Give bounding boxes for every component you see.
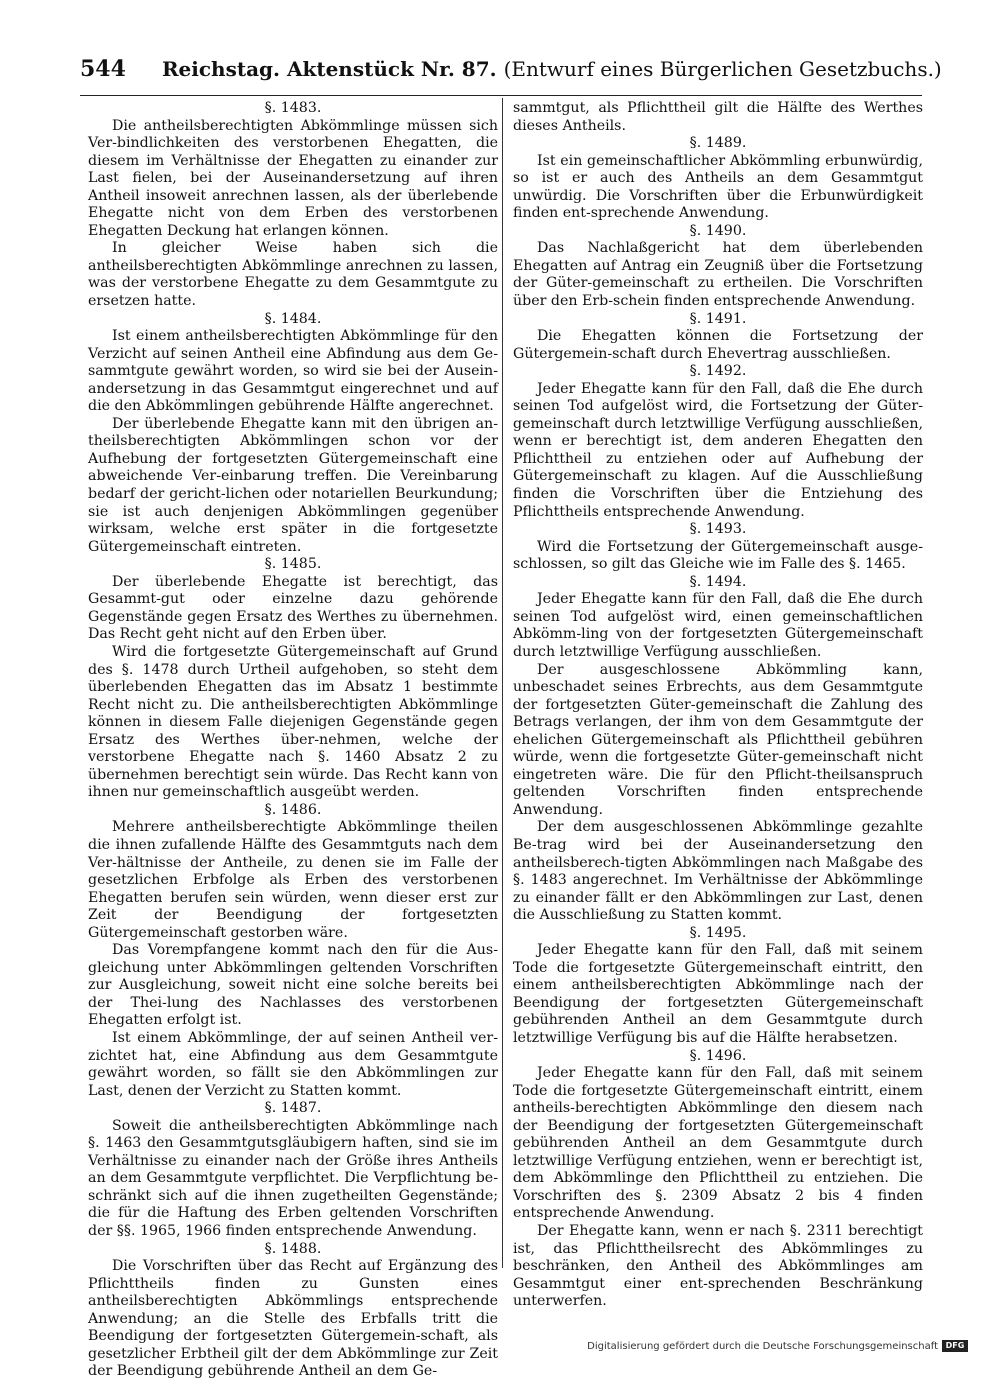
right-column: [513, 100, 923, 1311]
section-heading: §. 1496.: [689, 1047, 747, 1064]
section-heading: §. 1492.: [689, 363, 747, 380]
section-heading: §. 1490.: [689, 222, 747, 239]
left-column: [88, 100, 498, 1381]
section-paragraph: Jeder Ehegatte kann für den Fall, daß die Ehe durch seinen Tod aufgelöst wird, die Fortsetzung der Güter-gemeinschaft durch letztwillige Verfügung ausschließen, wenn er berechtigt ist, dem anderen Ehegatten den Pflichttheil zu entziehen oder auf Aufhebung der Gütergemeinschaft zu klagen. Auf die Ausschließung finden die Vorschriften über die Entziehung des Pflichttheils entsprechende Anwendung.: [513, 380, 923, 520]
document-title: [162, 57, 942, 81]
title-main: Reichstag. Aktenstück Nr. 87.: [161, 57, 497, 81]
section-paragraph: Jeder Ehegatte kann für den Fall, daß mit seinem Tode die fortgesetzte Gütergemeinschaft eintritt, einem antheils-berechtigten Abkömmlinge den diesem nach der Beendigung der fortgesetzten Gütergemeinschaft gebührenden Antheil an dem Gesammtgute durch letztwillige Verfügung entziehen, wenn er berechtigt ist, dem Abkömmlinge den Pflichttheil zu entziehen. Die Vorschriften des §. 2309 Absatz 2 bis 4 finden entsprechende Anwendung.: [513, 1065, 923, 1222]
section-paragraph: Die Ehegatten können die Fortsetzung der Gütergemein-schaft durch Ehevertrag ausschließen.: [513, 328, 923, 362]
dfg-logo: DFG: [942, 1340, 968, 1352]
header-rule: [80, 95, 922, 96]
section-paragraph: Der Ehegatte kann, wenn er nach §. 2311 berechtigt ist, das Pflichttheilsrecht des Abkömmlinges zu beschränken, den Antheil des Abkömmlinges am Gesammtgut einer ent-sprechenden Beschränkung unterwerfen.: [513, 1223, 923, 1310]
section-paragraph: In gleicher Weise haben sich die antheilsberechtigten Abkömmlinge anrechnen zu lassen, was der verstorbene Ehegatte zu dem Gesammtgute zu ersetzen hatte.: [88, 240, 498, 310]
section-paragraph: Ist einem antheilsberechtigten Abkömmlinge für den Verzicht auf seinen Antheil eine Abfindung aus dem Ge-sammtgute gewährt worden, so wird sie bei der Ausein-andersetzung in das Gesammtgut eingerechnet und auf die den Abkömmlingen gebührende Hälfte angerechnet.: [88, 328, 498, 415]
section-paragraph: Ist einem Abkömmlinge, der auf seinen Antheil ver-zichtet hat, eine Abfindung aus dem Gesammtgute gewährt worden, so fällt sie den Abkömmlingen zur Last, denen der Verzicht zu Statten kommt.: [88, 1029, 498, 1099]
page-number: 544: [80, 56, 126, 82]
section-paragraph: Die antheilsberechtigten Abkömmlinge müssen sich Ver-bindlichkeiten des verstorbenen Ehegatten, die diesem im Verhältnisse der Ehegatten zu einander zur Last fielen, bei der Auseinandersetzung auf ihren Antheil insoweit anrechnen lassen, als der überlebende Ehegatte nicht von dem Erben des verstorbenen Ehegatten Deckung hat erlangen können.: [88, 117, 498, 239]
section-heading: §. 1494.: [689, 573, 747, 590]
page-footer: [587, 1340, 968, 1352]
section-paragraph: Der ausgeschlossene Abkömmling kann, unbeschadet seines Erbrechts, aus dem Gesammtgute der fortgesetzten Güter-gemeinschaft die Zahlung des Betrags verlangen, der ihm von dem Gesammtgute der ehelichen Gütergemeinschaft als Pflichttheil gebühren würde, wenn die fortgesetzte Güter-gemeinschaft nicht eingetreten wäre. Die für den Pflicht-theilsanspruch geltenden Vorschriften finden entsprechende Anwendung.: [513, 661, 923, 818]
column-divider: [502, 98, 503, 1268]
section-paragraph: Der überlebende Ehegatte kann mit den übrigen an-theilsberechtigten Abkömmlingen schon vor der Aufhebung der fortgesetzten Gütergemeinschaft eine abweichende Ver-einbarung treffen. Die Vereinbarung bedarf der gericht-lichen oder notariellen Beurkundung; sie ist auch denjenigen Abkömmlingen gegenüber wirksam, welche erst später in die fortgesetzte Gütergemeinschaft eintreten.: [88, 415, 498, 555]
section-paragraph: Wird die Fortsetzung der Gütergemeinschaft ausge-schlossen, so gilt das Gleiche wie im Falle des §. 1465.: [513, 538, 923, 573]
footer-credit: Digitalisierung gefördert durch die Deutsche Forschungsgemeinschaft: [587, 1340, 938, 1352]
section-heading: §. 1487.: [264, 1100, 322, 1117]
section-heading: §. 1491.: [689, 310, 747, 327]
section-paragraph: Jeder Ehegatte kann für den Fall, daß mit seinem Tode die fortgesetzte Gütergemeinschaft eintritt, den einem antheilsberechtigten Abkömmlinge nach der Beendigung der fortgesetzten Gütergemeinschaft gebührenden Antheil an dem Gesammtgute durch letztwillige Verfügung bis auf die Hälfte herabsetzen.: [513, 942, 923, 1046]
title-subtitle: (Entwurf eines Bürgerlichen Gesetzbuchs.): [503, 57, 942, 81]
section-paragraph: Das Nachlaßgericht hat dem überlebenden Ehegatten auf Antrag ein Zeugniß über die Fortsetzung der Güter-gemeinschaft zu ertheilen. Die Vorschriften über den Erb-schein finden entsprechende Anwendung.: [513, 240, 923, 310]
section-paragraph: Das Vorempfangene kommt nach den für die Aus-gleichung unter Abkömmlingen geltenden Vorschriften zur Ausgleichung, soweit nicht eine solche bereits bei der Thei-lung des Nachlasses des verstorbenen Ehegatten erfolgt ist.: [88, 942, 498, 1029]
section-paragraph: Die Vorschriften über das Recht auf Ergänzung des Pflichttheils finden zu Gunsten eines antheilsberechtigten Abkömmlings entsprechende Anwendung; an die Stelle des Erbfalls tritt die Beendigung der fortgesetzten Gütergemein-schaft, als gesetzlicher Erbtheil gilt der dem Abkömmlinge zur Zeit der Beendigung gebührende Antheil an dem Ge-: [88, 1258, 498, 1380]
section-heading: §. 1485.: [264, 556, 322, 573]
section-paragraph: Soweit die antheilsberechtigten Abkömmlinge nach §. 1463 den Gesammtgutsgläubigern haften, sind sie im Verhältnisse zu einander nach der Größe ihres Antheils an dem Gesammtgute verpflichtet. Die Verpflichtung be-schränkt sich auf die ihnen zugetheilten Gegenstände; die für die Haftung des Erben geltenden Vorschriften der §§. 1965, 1966 finden entsprechende Anwendung.: [88, 1117, 498, 1239]
page-header: [80, 56, 942, 86]
section-heading: §. 1489.: [689, 135, 747, 152]
section-paragraph: Mehrere antheilsberechtigte Abkömmlinge theilen die ihnen zufallende Hälfte des Gesammtguts nach dem Ver-hältnisse der Antheile, zu denen sie im Falle der gesetzlichen Erbfolge als Erben des verstorbenen Ehegatten berufen sein würden, wenn dieser erst zur Zeit der Beendigung der fortgesetzten Gütergemeinschaft gestorben wäre.: [88, 819, 498, 941]
section-heading: §. 1495.: [689, 924, 747, 941]
continued-paragraph: sammtgut, als Pflichttheil gilt die Hälfte des Werthes dieses Antheils.: [513, 100, 923, 134]
section-paragraph: Der dem ausgeschlossenen Abkömmlinge gezahlte Be-trag wird bei der Auseinandersetzung den antheilsberech-tigten Abkömmlingen nach Maßgabe des §. 1483 angerechnet. Im Verhältnisse der Abkömmlinge zu einander fällt er den Abkömmlingen zur Last, denen die Ausschließung zu Statten kommt.: [513, 819, 923, 924]
section-heading: §. 1483.: [264, 100, 322, 116]
section-heading: §. 1484.: [264, 310, 322, 327]
section-heading: §. 1486.: [264, 801, 322, 818]
section-paragraph: Wird die fortgesetzte Gütergemeinschaft auf Grund des §. 1478 durch Urtheil aufgehoben, so steht dem überlebenden Ehegatten das im Absatz 1 bestimmte Recht nicht zu. Die antheilsberechtigten Abkömmlinge können in diesem Falle diejenigen Gegenstände gegen Ersatz des Werthes über-nehmen, welche der verstorbene Ehegatte nach §. 1460 Absatz 2 zu übernehmen berechtigt sein würde. Das Recht kann von ihnen nur gemeinschaftlich ausgeübt werden.: [88, 643, 498, 801]
section-paragraph: Ist ein gemeinschaftlicher Abkömmling erbunwürdig, so ist er auch des Antheils an dem Gesammtgut unwürdig. Die Vorschriften über die Erbunwürdigkeit finden ent-sprechende Anwendung.: [513, 152, 923, 222]
section-paragraph: Jeder Ehegatte kann für den Fall, daß die Ehe durch seinen Tod aufgelöst wird, einen gemeinschaftlichen Abkömm-ling von der fortgesetzten Gütergemeinschaft durch letztwillige Verfügung ausschließen.: [513, 591, 923, 660]
section-paragraph: Der überlebende Ehegatte ist berechtigt, das Gesammt-gut oder einzelne dazu gehörende Gegenstände gegen Ersatz des Werthes zu übernehmen. Das Recht geht nicht auf den Erben über.: [88, 573, 498, 643]
section-heading: §. 1493.: [689, 521, 747, 538]
section-heading: §. 1488.: [264, 1240, 322, 1257]
